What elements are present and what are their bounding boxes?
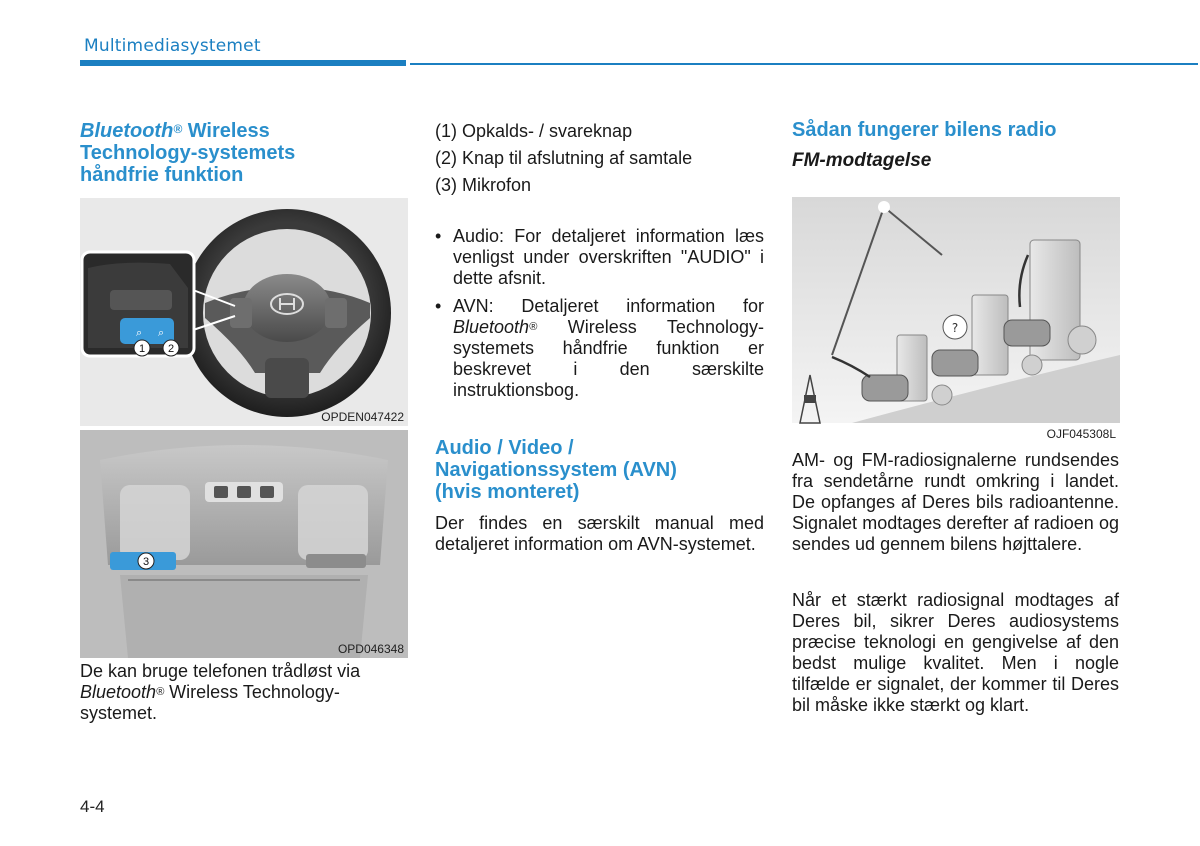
avn-heading [435, 437, 765, 503]
heading-registered-mark: ® [173, 122, 183, 136]
bullet-text-pre: AVN: Detaljeret information for [453, 296, 764, 316]
avn-heading-line1: Audio / Video / [435, 437, 574, 459]
legend-item-3: (3) Mikrofon [435, 175, 532, 195]
figure-code: OPD046348 [337, 642, 404, 656]
svg-text:⌕: ⌕ [158, 326, 165, 339]
overhead-console-figure [80, 430, 408, 658]
bluetooth-heading [80, 120, 410, 186]
intro-line1: De kan bruge telefonen trådløst via [80, 661, 361, 681]
intro-bluetooth-word: Bluetooth [80, 682, 157, 702]
bullet-registered-mark: ® [529, 321, 538, 333]
avn-heading-line2: Navigationssystem (AVN) [435, 459, 677, 481]
fm-reception-figure [792, 185, 1120, 443]
avn-paragraph: Der findes en særskilt manual med detaljeret information om AVN-systemet. [435, 513, 764, 554]
figure-code: OJF045308L [1046, 427, 1116, 441]
legend-item-1: (1) Opkalds- / svareknap [435, 121, 633, 141]
intro-registered-mark: ® [156, 686, 165, 698]
steering-wheel-figure [80, 198, 408, 426]
intro-line2-rest: Wireless Technology- [164, 682, 340, 702]
bluetooth-intro-text [80, 661, 408, 724]
callout-1: 1 [138, 343, 146, 355]
bullet-bluetooth-word: Bluetooth [453, 317, 530, 337]
fm-subheading: FM-modtagelse [792, 150, 932, 171]
heading-line2: Technology-systemets [80, 142, 296, 164]
header-rule-thin [410, 63, 1198, 65]
bullet-text-post: Wireless Technology-systemets håndfrie funktion er beskrevet i den særskilte instruktionsbog. [453, 317, 764, 400]
callout-2: 2 [167, 343, 175, 355]
radio-paragraph-1: AM- og FM-radiosignalerne rundsendes fra sendetårne rundt omkring i landet. De opfanges af Deres bils radioantenne. Signalet modtages derefter af radioen og sendes ud gennem bilens højttalere. [792, 450, 1119, 554]
page-number: 4-4 [80, 797, 105, 816]
heading-line1-rest: Wireless [182, 120, 270, 142]
legend-item-2: (2) Knap til afslutning af samtale [435, 148, 693, 168]
avn-heading-line3: (hvis monteret) [435, 481, 580, 503]
overhead-console-illustration [80, 430, 408, 658]
svg-text:?: ? [951, 321, 959, 335]
callout-3: 3 [142, 556, 150, 568]
heading-line3: håndfrie funktion [80, 164, 244, 186]
header-rule-thick [80, 60, 406, 66]
legend-list [435, 118, 765, 199]
figure-code: OPDEN047422 [321, 410, 404, 424]
steering-wheel-illustration [80, 198, 408, 426]
bullet-text: Audio: For detaljeret information læs venligst under overskriften "AUDIO" i dette afsnit. [453, 226, 764, 288]
bullet-item-avn: • AVN: Detaljeret information for Bluetooth® Wireless Technology-systemets håndfrie funktion er beskrevet i den særskilte instruktionsbog. [435, 296, 764, 400]
section-title: Multimediasystemet [84, 36, 261, 56]
radio-heading: Sådan fungerer bilens radio [792, 119, 1057, 141]
svg-text:⌕: ⌕ [136, 326, 143, 339]
bullet-list [435, 226, 764, 401]
heading-bluetooth-word: Bluetooth [80, 120, 174, 142]
bullet-item-audio: • Audio: For detaljeret information læs venligst under overskriften "AUDIO" i dette afsnit. [435, 226, 764, 288]
intro-line3: systemet. [80, 703, 158, 723]
radio-paragraph-2: Når et stærkt radiosignal modtages af Deres bil, sikrer Deres audiosystems præcise teknologi en gengivelse af den bedst mulige kvalitet. Men i nogle tilfælde er signalet, der kommer til Deres bil måske ikke stærkt og klart. [792, 590, 1119, 715]
fm-reception-illustration [792, 185, 1120, 443]
